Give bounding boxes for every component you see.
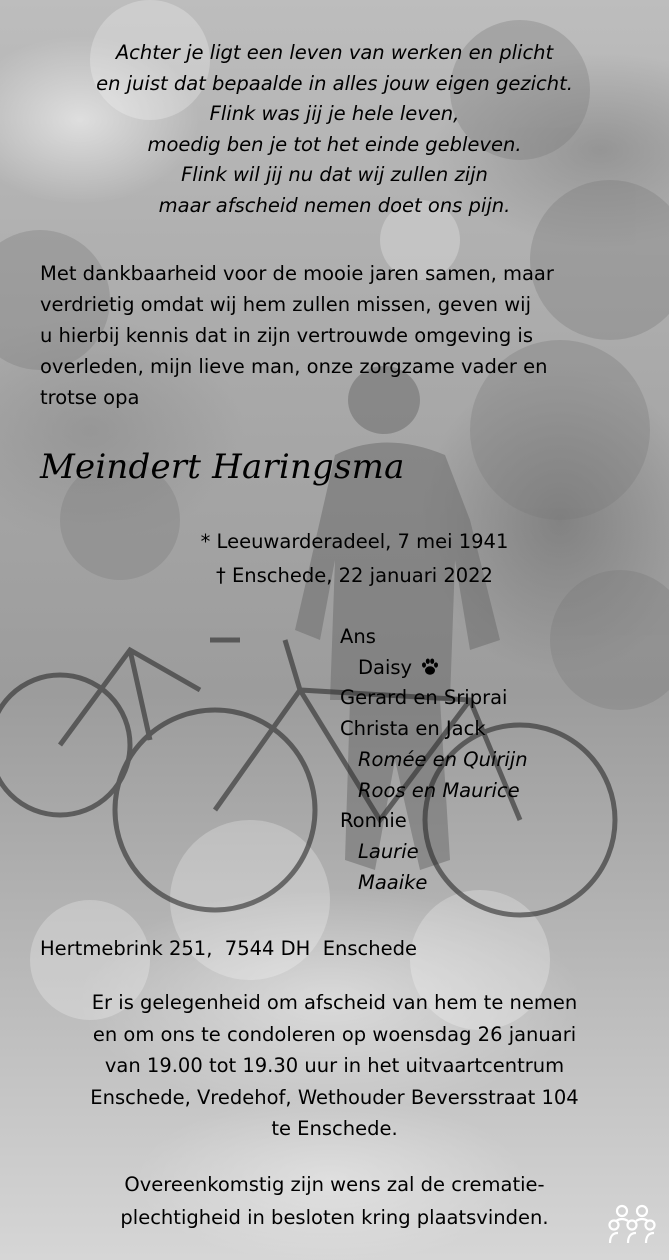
announcement-line: verdrietig omdat wij hem zullen missen, geven wij (40, 293, 532, 316)
address: Hertmebrink 251, 7544 DH Enschede (40, 937, 417, 960)
condolence-line: van 19.00 tot 19.30 uur in het uitvaartcentrum (104, 1054, 565, 1077)
poem-line: moedig ben je tot het einde gebleven. (147, 132, 522, 156)
announcement-line: u hierbij kennis dat in zijn vertrouwde omgeving is (40, 324, 533, 347)
condolence-line: en om ons te condoleren op woensdag 26 januari (92, 1022, 577, 1046)
grandchild: Maaike (358, 870, 428, 894)
poem-line: Achter je ligt een leven van werken en plicht (115, 41, 554, 64)
condolence-line: te Enschede. (271, 1117, 398, 1140)
condolence-info (0, 987, 669, 1145)
family-list (340, 622, 528, 898)
announcement-line: overleden, mijn lieve man, onze zorgzame vader en (40, 355, 548, 378)
family-member: Daisy (358, 655, 413, 679)
paw-icon (420, 658, 440, 676)
announcement-line: trotse opa (40, 386, 140, 409)
family-member-with-icon (340, 653, 528, 684)
deceased-name: Meindert Haringsma (40, 447, 405, 487)
family-member: Ronnie (340, 809, 407, 833)
birth-line: * Leeuwarderadeel, 7 mei 1941 (200, 530, 509, 553)
life-dates (0, 525, 669, 593)
poem-line: en juist dat bepaalde in alles jouw eigen gezicht. (96, 71, 573, 95)
condolence-line: Er is gelegenheid om afscheid van hem te nemen (91, 991, 578, 1014)
cremation-line: plechtigheid in besloten kring plaatsvinden. (120, 1206, 549, 1229)
cremation-line: Overeenkomstig zijn wens zal de crematie- (124, 1173, 545, 1196)
grandchild: Laurie (358, 839, 419, 863)
grandchild: Roos en Maurice (358, 778, 520, 802)
condolence-line: Enschede, Vredehof, Wethouder Beversstraat 104 (90, 1085, 579, 1109)
cremation-info (0, 1168, 669, 1234)
announcement-line: Met dankbaarheid voor de mooie jaren samen, maar (40, 262, 554, 285)
grandchild: Romée en Quirijn (358, 747, 528, 771)
announcement-text (40, 258, 640, 413)
poem-line: Flink was jij je hele leven, (209, 102, 460, 125)
people-group-logo (608, 1203, 656, 1247)
death-line: † Enschede, 22 januari 2022 (216, 564, 493, 587)
poem (0, 38, 669, 221)
family-member: Ans (340, 625, 376, 648)
poem-line: maar afscheid nemen doet ons pijn. (158, 193, 511, 217)
family-member: Christa en Jack (340, 717, 486, 741)
family-member: Gerard en Sriprai (340, 686, 508, 710)
poem-line: Flink wil jij nu dat wij zullen zijn (181, 163, 488, 186)
